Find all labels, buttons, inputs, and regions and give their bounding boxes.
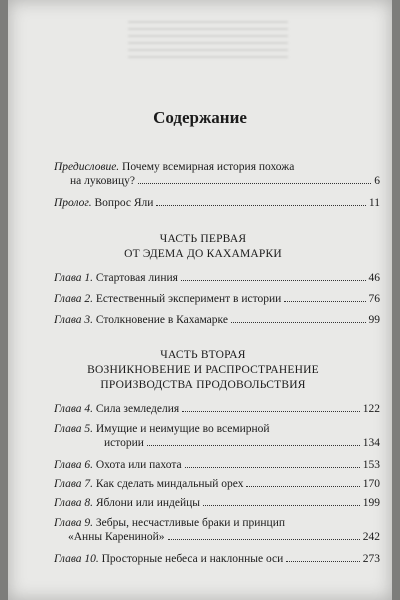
toc-entry-chapter-6	[54, 458, 380, 472]
entry-label: Пролог.	[54, 197, 92, 209]
entry-text: Вопрос Яли	[94, 197, 154, 209]
entry-text-cont: истории	[104, 437, 144, 449]
book-page	[8, 0, 392, 600]
entry-label: Глава 2.	[54, 293, 93, 305]
entry-text: Сила земледелия	[95, 403, 180, 415]
page-number: 46	[368, 272, 380, 284]
part-number: ЧАСТЬ ВТОРАЯ	[160, 349, 246, 361]
entry-label: Глава 3.	[54, 314, 93, 326]
leader-dots	[156, 205, 366, 206]
entry-line	[54, 196, 380, 210]
part-number: ЧАСТЬ ПЕРВАЯ	[159, 233, 247, 245]
leader-dots	[246, 486, 359, 487]
entry-label: Глава 10.	[54, 553, 99, 565]
entry-line-2	[54, 174, 380, 188]
entry-text: Яблони или индейцы	[95, 497, 201, 509]
entry-line-2	[54, 436, 380, 450]
toc-entry-chapter-10	[54, 552, 380, 566]
part-title-line-2: ПРОИЗВОДСТВА ПРОДОВОЛЬСТВИЯ	[100, 379, 306, 391]
entry-text: Столкновение в Кахамарке	[95, 314, 228, 326]
leader-dots	[147, 445, 360, 446]
leader-dots	[182, 411, 360, 412]
entry-label: Глава 7.	[54, 478, 93, 490]
entry-text: Почему всемирная история похожа	[122, 161, 295, 173]
entry-text: Зебры, несчастливые браки и принцип	[95, 517, 286, 529]
toc-entry-preface	[54, 160, 380, 188]
entry-line-2	[54, 530, 380, 544]
entry-label: Предисловие.	[54, 161, 120, 173]
toc-entry-chapter-7	[54, 477, 380, 491]
entry-text: Естественный эксперимент в истории	[95, 293, 282, 305]
page-number: 242	[362, 531, 380, 543]
entry-line-1	[54, 516, 380, 530]
page-number: 273	[362, 553, 380, 565]
page-number: 99	[368, 314, 380, 326]
leader-dots	[181, 280, 366, 281]
page-number: 6	[374, 175, 380, 187]
entry-text-cont: на луковицу?	[70, 175, 135, 187]
entry-text: Стартовая линия	[95, 272, 178, 284]
page-number: 11	[368, 197, 380, 209]
page-number: 170	[362, 478, 380, 490]
toc-entry-chapter-3	[54, 313, 380, 327]
page-number: 122	[362, 403, 380, 415]
entry-text: Охота или пахота	[95, 459, 182, 471]
leader-dots	[138, 183, 371, 184]
leader-dots	[203, 505, 360, 506]
part-title: ОТ ЭДЕМА ДО КАХАМАРКИ	[124, 248, 282, 260]
leader-dots	[185, 467, 360, 468]
entry-label: Глава 1.	[54, 272, 93, 284]
page-title: Содержание	[153, 108, 247, 127]
page-number: 153	[362, 459, 380, 471]
toc-entry-chapter-1	[54, 271, 380, 285]
part-heading-1	[38, 232, 368, 262]
entry-text-cont: «Анны Карениной»	[68, 531, 165, 543]
leader-dots	[286, 561, 359, 562]
part-heading-2	[38, 348, 368, 393]
entry-label: Глава 6.	[54, 459, 93, 471]
entry-label: Глава 8.	[54, 497, 93, 509]
part-title-line-1: ВОЗНИКНОВЕНИЕ И РАСПРОСТРАНЕНИЕ	[87, 364, 319, 376]
page-number: 76	[368, 293, 380, 305]
toc-entry-chapter-4	[54, 402, 380, 416]
toc-entry-chapter-5	[54, 422, 380, 450]
entry-line-1	[54, 160, 380, 174]
show-through-text	[128, 18, 288, 58]
page-number: 199	[362, 497, 380, 509]
entry-label: Глава 5.	[54, 423, 93, 435]
entry-line-1	[54, 422, 380, 436]
entry-label: Глава 9.	[54, 517, 93, 529]
leader-dots	[284, 301, 365, 302]
toc-entry-chapter-9	[54, 516, 380, 544]
toc-entry-prologue	[54, 196, 380, 210]
leader-dots	[231, 322, 366, 323]
leader-dots	[168, 539, 360, 540]
toc-entry-chapter-8	[54, 496, 380, 510]
entry-text: Имущие и неимущие во всемирной	[95, 423, 270, 435]
toc-entry-chapter-2	[54, 292, 380, 306]
page-number: 134	[362, 437, 380, 449]
entry-text: Просторные небеса и наклонные оси	[101, 553, 284, 565]
entry-text: Как сделать миндальный орех	[95, 478, 244, 490]
entry-label: Глава 4.	[54, 403, 93, 415]
